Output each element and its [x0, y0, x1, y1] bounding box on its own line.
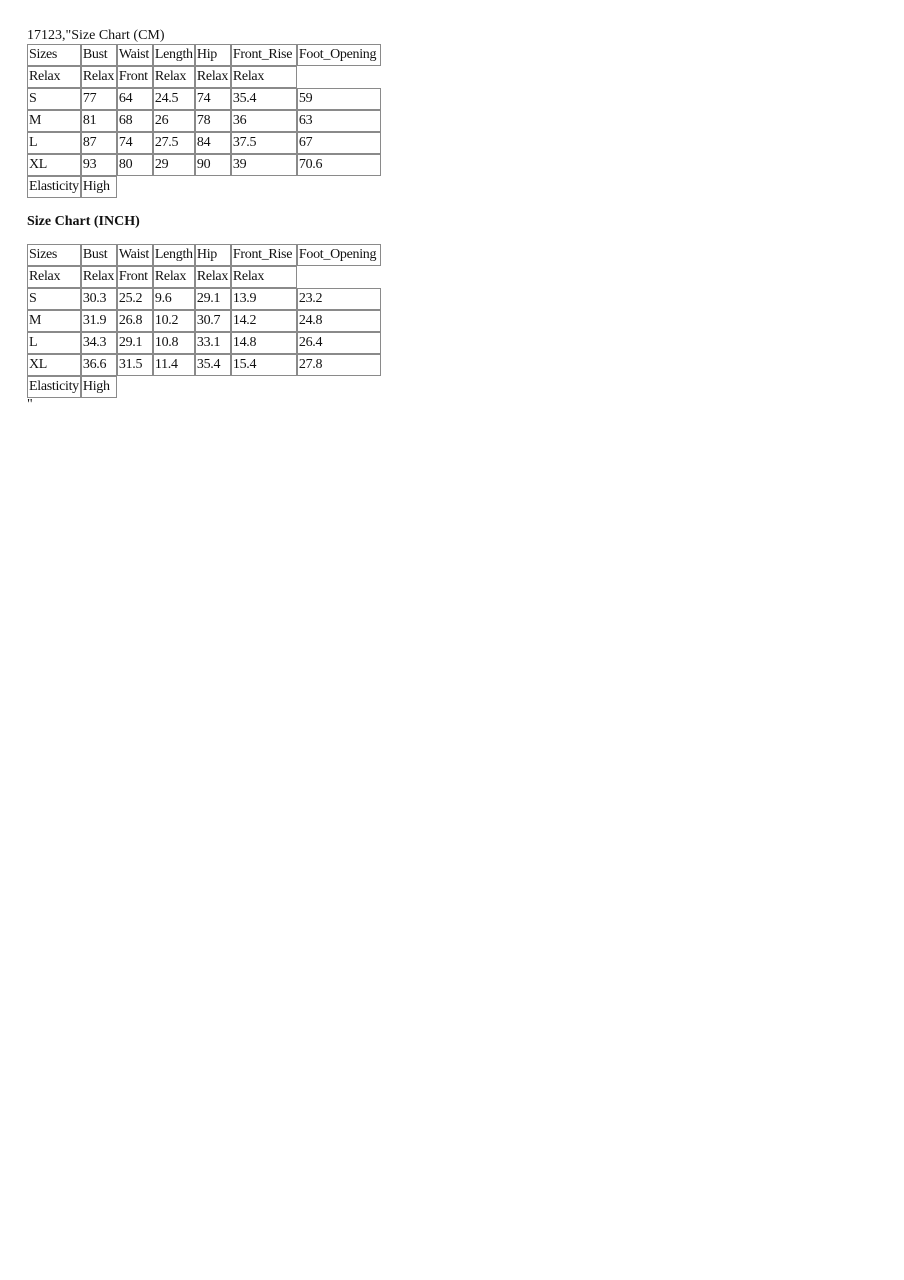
value-cell: 27.5	[153, 132, 195, 154]
value-cell: 26.8	[117, 310, 153, 332]
value-cell: 30.7	[195, 310, 231, 332]
value-cell: 39	[231, 154, 297, 176]
table-row	[27, 132, 381, 154]
fit-row	[27, 266, 381, 288]
value-cell: 74	[195, 88, 231, 110]
table-row	[27, 354, 381, 376]
header-cell-waist: Waist	[117, 244, 153, 266]
table-row	[27, 332, 381, 354]
value-cell: 59	[297, 88, 381, 110]
value-cell: 36.6	[81, 354, 117, 376]
elasticity-value: High	[81, 376, 117, 398]
value-cell: 14.2	[231, 310, 297, 332]
value-cell: 15.4	[231, 354, 297, 376]
fit-cell: Relax	[81, 66, 117, 88]
fit-cell: Relax	[27, 66, 81, 88]
inch-section-title: Size Chart (INCH)	[27, 214, 140, 229]
value-cell: 29	[153, 154, 195, 176]
page-content	[27, 28, 381, 411]
header-cell-bust: Bust	[81, 44, 117, 66]
header-cell-length: Length	[153, 44, 195, 66]
empty-cell	[297, 266, 381, 288]
elasticity-label: Elasticity	[27, 376, 81, 398]
size-cell: M	[27, 310, 81, 332]
value-cell: 36	[231, 110, 297, 132]
value-cell: 13.9	[231, 288, 297, 310]
value-cell: 24.5	[153, 88, 195, 110]
value-cell: 67	[297, 132, 381, 154]
table-row	[27, 154, 381, 176]
value-cell: 31.5	[117, 354, 153, 376]
value-cell: 33.1	[195, 332, 231, 354]
table-header-row	[27, 44, 381, 66]
value-cell: 35.4	[195, 354, 231, 376]
closing-quote: "	[27, 397, 33, 412]
value-cell: 23.2	[297, 288, 381, 310]
header-cell-bust: Bust	[81, 244, 117, 266]
value-cell: 90	[195, 154, 231, 176]
elasticity-row	[27, 176, 381, 198]
value-cell: 68	[117, 110, 153, 132]
size-cell: XL	[27, 154, 81, 176]
value-cell: 84	[195, 132, 231, 154]
size-cell: M	[27, 110, 81, 132]
value-cell: 27.8	[297, 354, 381, 376]
value-cell: 77	[81, 88, 117, 110]
elasticity-row	[27, 376, 381, 398]
document-header: 17123,"Size Chart (CM)	[27, 28, 165, 43]
value-cell: 70.6	[297, 154, 381, 176]
value-cell: 80	[117, 154, 153, 176]
fit-cell: Relax	[231, 66, 297, 88]
table-row	[27, 310, 381, 332]
size-cell: L	[27, 132, 81, 154]
fit-cell: Front	[117, 266, 153, 288]
table-header-row	[27, 244, 381, 266]
value-cell: 64	[117, 88, 153, 110]
empty-cell	[297, 66, 381, 88]
table-row	[27, 88, 381, 110]
size-cell: XL	[27, 354, 81, 376]
value-cell: 14.8	[231, 332, 297, 354]
header-cell-front-rise: Front_Rise	[231, 244, 297, 266]
value-cell: 10.2	[153, 310, 195, 332]
value-cell: 10.8	[153, 332, 195, 354]
value-cell: 81	[81, 110, 117, 132]
fit-cell: Relax	[231, 266, 297, 288]
fit-cell: Relax	[195, 66, 231, 88]
header-cell-sizes: Sizes	[27, 44, 81, 66]
value-cell: 31.9	[81, 310, 117, 332]
fit-cell: Front	[117, 66, 153, 88]
header-cell-foot-opening: Foot_Opening	[297, 244, 381, 266]
value-cell: 34.3	[81, 332, 117, 354]
value-cell: 29.1	[195, 288, 231, 310]
value-cell: 35.4	[231, 88, 297, 110]
value-cell: 25.2	[117, 288, 153, 310]
size-chart-inch-table	[27, 244, 381, 398]
value-cell: 74	[117, 132, 153, 154]
value-cell: 29.1	[117, 332, 153, 354]
size-chart-cm-table	[27, 44, 381, 198]
header-cell-sizes: Sizes	[27, 244, 81, 266]
value-cell: 11.4	[153, 354, 195, 376]
size-cell: S	[27, 288, 81, 310]
value-cell: 37.5	[231, 132, 297, 154]
value-cell: 30.3	[81, 288, 117, 310]
fit-cell: Relax	[81, 266, 117, 288]
header-cell-waist: Waist	[117, 44, 153, 66]
table-row	[27, 110, 381, 132]
elasticity-label: Elasticity	[27, 176, 81, 198]
size-cell: L	[27, 332, 81, 354]
header-cell-hip: Hip	[195, 244, 231, 266]
size-cell: S	[27, 88, 81, 110]
header-cell-front-rise: Front_Rise	[231, 44, 297, 66]
value-cell: 26	[153, 110, 195, 132]
value-cell: 93	[81, 154, 117, 176]
fit-cell: Relax	[153, 66, 195, 88]
value-cell: 87	[81, 132, 117, 154]
table-row	[27, 288, 381, 310]
header-cell-length: Length	[153, 244, 195, 266]
value-cell: 26.4	[297, 332, 381, 354]
fit-row	[27, 66, 381, 88]
value-cell: 63	[297, 110, 381, 132]
header-cell-foot-opening: Foot_Opening	[297, 44, 381, 66]
value-cell: 24.8	[297, 310, 381, 332]
elasticity-value: High	[81, 176, 117, 198]
value-cell: 78	[195, 110, 231, 132]
header-cell-hip: Hip	[195, 44, 231, 66]
fit-cell: Relax	[27, 266, 81, 288]
fit-cell: Relax	[195, 266, 231, 288]
fit-cell: Relax	[153, 266, 195, 288]
value-cell: 9.6	[153, 288, 195, 310]
